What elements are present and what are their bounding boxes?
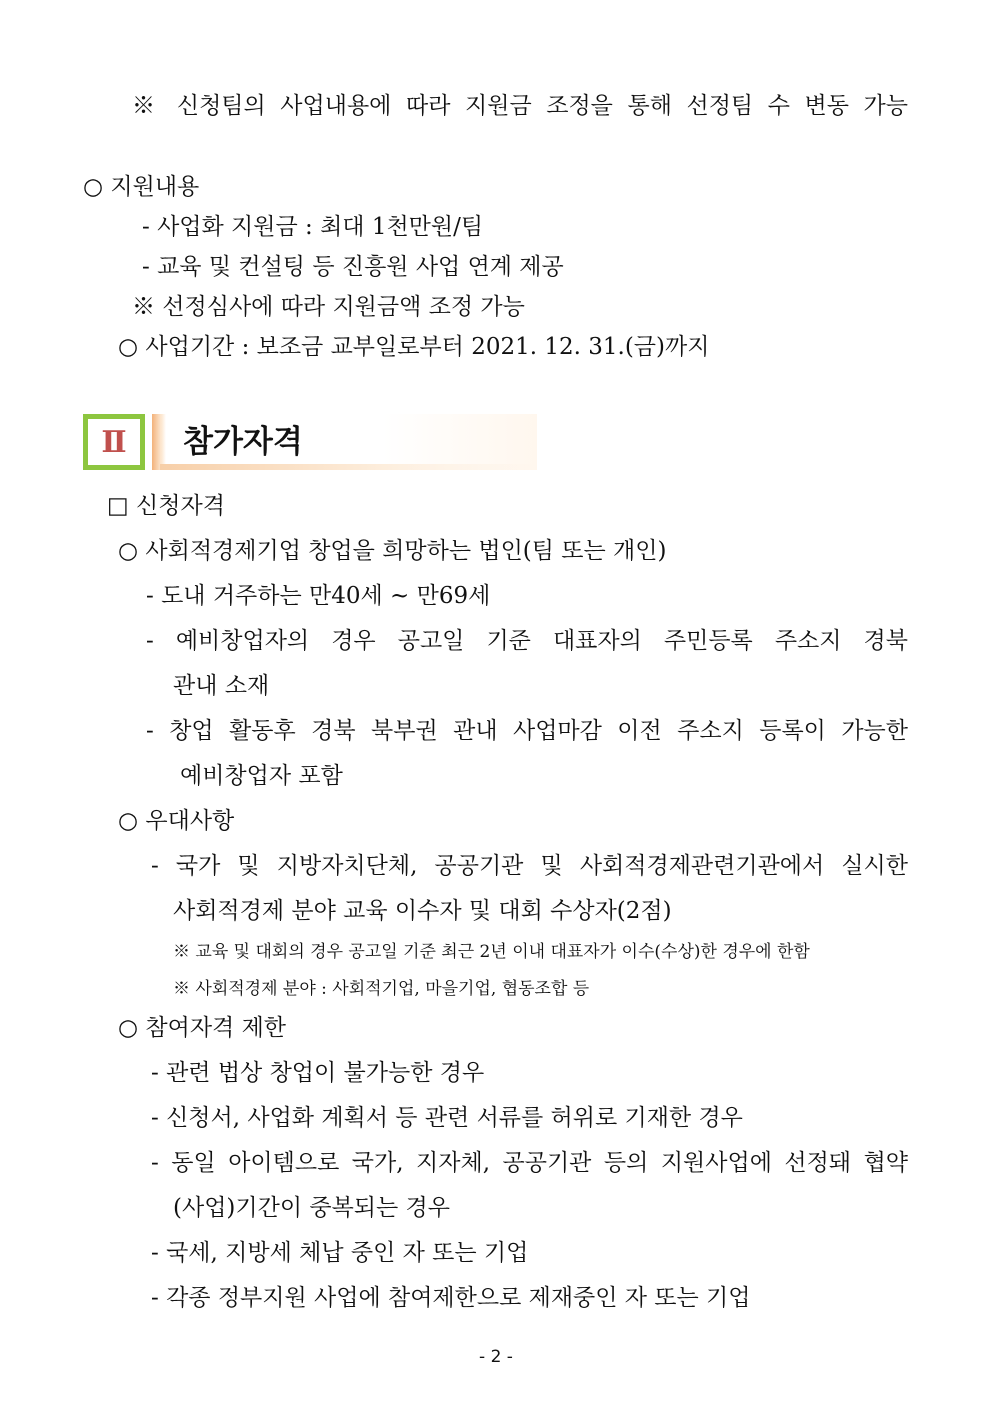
eligibility-heading: □ 신청자격 [107,493,225,519]
eligibility-item-age: - 도내 거주하는 만40세 ~ 만69세 [146,583,491,609]
preference-heading: ○ 우대사항 [118,808,235,834]
restriction-item: - 국세, 지방세 체납 중인 자 또는 기업 [151,1240,529,1266]
restriction-item: - 신청서, 사업화 계획서 등 관련 서류를 허위로 기재한 경우 [151,1105,743,1131]
eligibility-item-address: - 예비창업자의 경우 공고일 기준 대표자의 주민등록 주소지 경북 [146,628,908,654]
restriction-item: - 동일 아이템으로 국가, 지자체, 공공기관 등의 지원사업에 선정돼 협약 [151,1150,908,1176]
restriction-heading: ○ 참여자격 제한 [118,1015,286,1041]
selection-count-note: ※ 신청팀의 사업내용에 따라 지원금 조정을 통해 선정팀 수 변동 가능 [132,93,908,119]
page-number: - 2 - [479,1347,513,1367]
support-item-education: - 교육 및 컨설팅 등 진흥원 사업 연계 제공 [142,254,564,280]
section-number-box [83,414,145,470]
eligibility-item-registration-cont: 예비창업자 포함 [180,763,343,789]
support-content-heading: ○ 지원내용 [83,174,200,200]
section-title: 참가자격 [183,424,303,460]
eligibility-item-address-cont: 관내 소재 [173,673,270,699]
restriction-item: - 관련 법상 창업이 불가능한 경우 [151,1060,485,1086]
restriction-item: - 각종 정부지원 사업에 참여제한으로 제재중인 자 또는 기업 [151,1285,751,1311]
section-number: Ⅱ [101,424,127,460]
eligibility-item-registration: - 창업 활동후 경북 북부권 관내 사업마감 이전 주소지 등록이 가능한 [146,718,908,744]
eligibility-target: ○ 사회적경제기업 창업을 희망하는 법인(팀 또는 개인) [118,538,667,564]
preference-note-scope: ※ 사회적경제 분야 : 사회적기업, 마을기업, 협동조합 등 [173,979,590,999]
preference-note-period: ※ 교육 및 대회의 경우 공고일 기준 최근 2년 이내 대표자가 이수(수상)한 경우에 한함 [173,942,810,962]
preference-item: - 국가 및 지방자치단체, 공공기관 및 사회적경제관련기관에서 실시한 [151,853,908,879]
support-item-funding: - 사업화 지원금 : 최대 1천만원/팀 [142,214,484,240]
support-note: ※ 선정심사에 따라 지원금액 조정 가능 [132,294,525,320]
restriction-item-cont: (사업)기간이 중복되는 경우 [173,1195,450,1221]
preference-item-cont: 사회적경제 분야 교육 이수자 및 대회 수상자(2점) [173,898,672,924]
business-period: ○ 사업기간 : 보조금 교부일로부터 2021. 12. 31.(금)까지 [118,334,710,360]
